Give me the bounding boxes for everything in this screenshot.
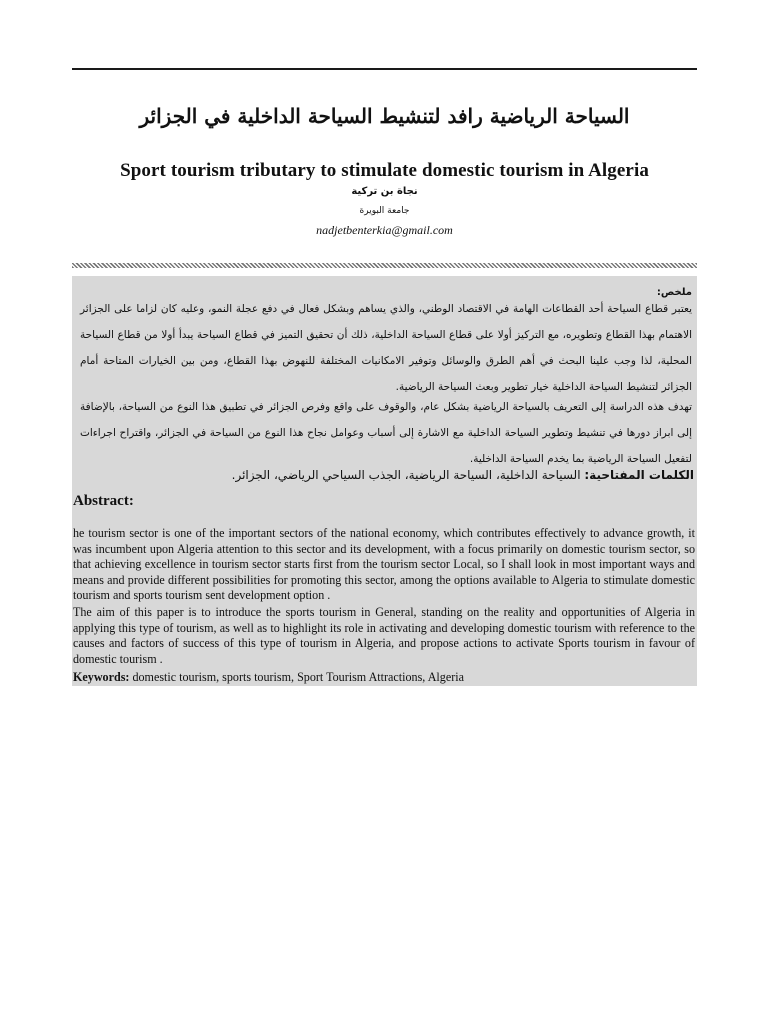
arabic-keywords-label: الكلمات المفتاحية: xyxy=(584,468,694,482)
author-affiliation: جامعة البويرة xyxy=(359,206,410,216)
english-abstract-paragraph-1: he tourism sector is one of the important sectors of the national economy, which contributes effectively to advance growth, it was incumbent upon Algeria attention to this sector and its development, with a focus primarily on domestic tourism sector, so that achieving excellence in tourism sector starts first from the tourism sector Local, so I shall look in most important ways and means and provide different possibilities for promoting this sector, among the options available to Algeria to stimulate domestic tourism and sports tourism sent development option . xyxy=(73,526,695,603)
arabic-keywords-list: السياحة الداخلية، السياحة الرياضية، الجذب السياحي الرياضي، الجزائر. xyxy=(231,468,581,482)
author-email: nadjetbenterkia@gmail.com xyxy=(316,223,453,237)
arabic-abstract-paragraph-1: يعتبر قطاع السياحة أحد القطاعات الهامة في الاقتصاد الوطني، والذي يساهم وبشكل فعال في دفع عجلة النمو، وعليه كان لزاما على الجزائر الاهتمام بهذا القطاع وتطويره، مع التركيز أولا على قطاع السياحة الداخلية، ذلك أن تحقيق التميز في قطاع السياحة يبدأ أولا من قطاع السياحة المحلية، لذا وجب علينا البحث في أهم الطرق والوسائل وتوفير الامكانيات المختلفة للنهوض بهذا القطاع، ومن بين الخيارات المتاحة أمام الجزائر لتنشيط السياحة الداخلية خيار تطوير وبعث السياحة الرياضية. xyxy=(80,303,692,393)
english-keywords-list: domestic tourism, sports tourism, Sport Tourism Attractions, Algeria xyxy=(129,670,464,684)
english-keywords xyxy=(73,670,464,685)
top-rule xyxy=(72,68,697,70)
english-abstract-paragraph-2: The aim of this paper is to introduce the sports tourism in General, standing on the reality and opportunities of Algeria in applying this type of tourism, as well as to highlight its role in activating and developing domestic tourism with reference to the causes and factors of success of this type of tourism in Algeria, and propose actions to activate Sports tourism in favour of domestic tourism . xyxy=(73,605,695,666)
arabic-abstract-paragraph-2: تهدف هذه الدراسة إلى التعريف بالسياحة الرياضية بشكل عام، والوقوف على واقع وفرص الجزائر في تطبيق هذا النوع من السياحة، بالإضافة إلى ابراز دورها في تنشيط وتطوير السياحة الداخلية مع الاشارة إلى أسباب وعوامل نجاح هذا النوع من السياحة في الجزائر، واقتراح اجراءات لتفعيل السياحة الرياضية بما يخدم السياحة الداخلية. xyxy=(80,401,692,465)
title-english: Sport tourism tributary to stimulate domestic tourism in Algeria xyxy=(120,160,649,181)
english-keywords-label: Keywords: xyxy=(73,670,130,684)
arabic-keywords xyxy=(80,468,694,482)
title-arabic: السياحة الرياضية رافد لتنشيط السياحة الداخلية في الجزائر xyxy=(139,104,630,128)
dotted-divider xyxy=(72,263,697,268)
author-name: نجاة بن تركية xyxy=(351,186,418,197)
arabic-abstract-heading: ملخص: xyxy=(656,287,692,298)
english-abstract-heading: Abstract: xyxy=(73,493,134,509)
